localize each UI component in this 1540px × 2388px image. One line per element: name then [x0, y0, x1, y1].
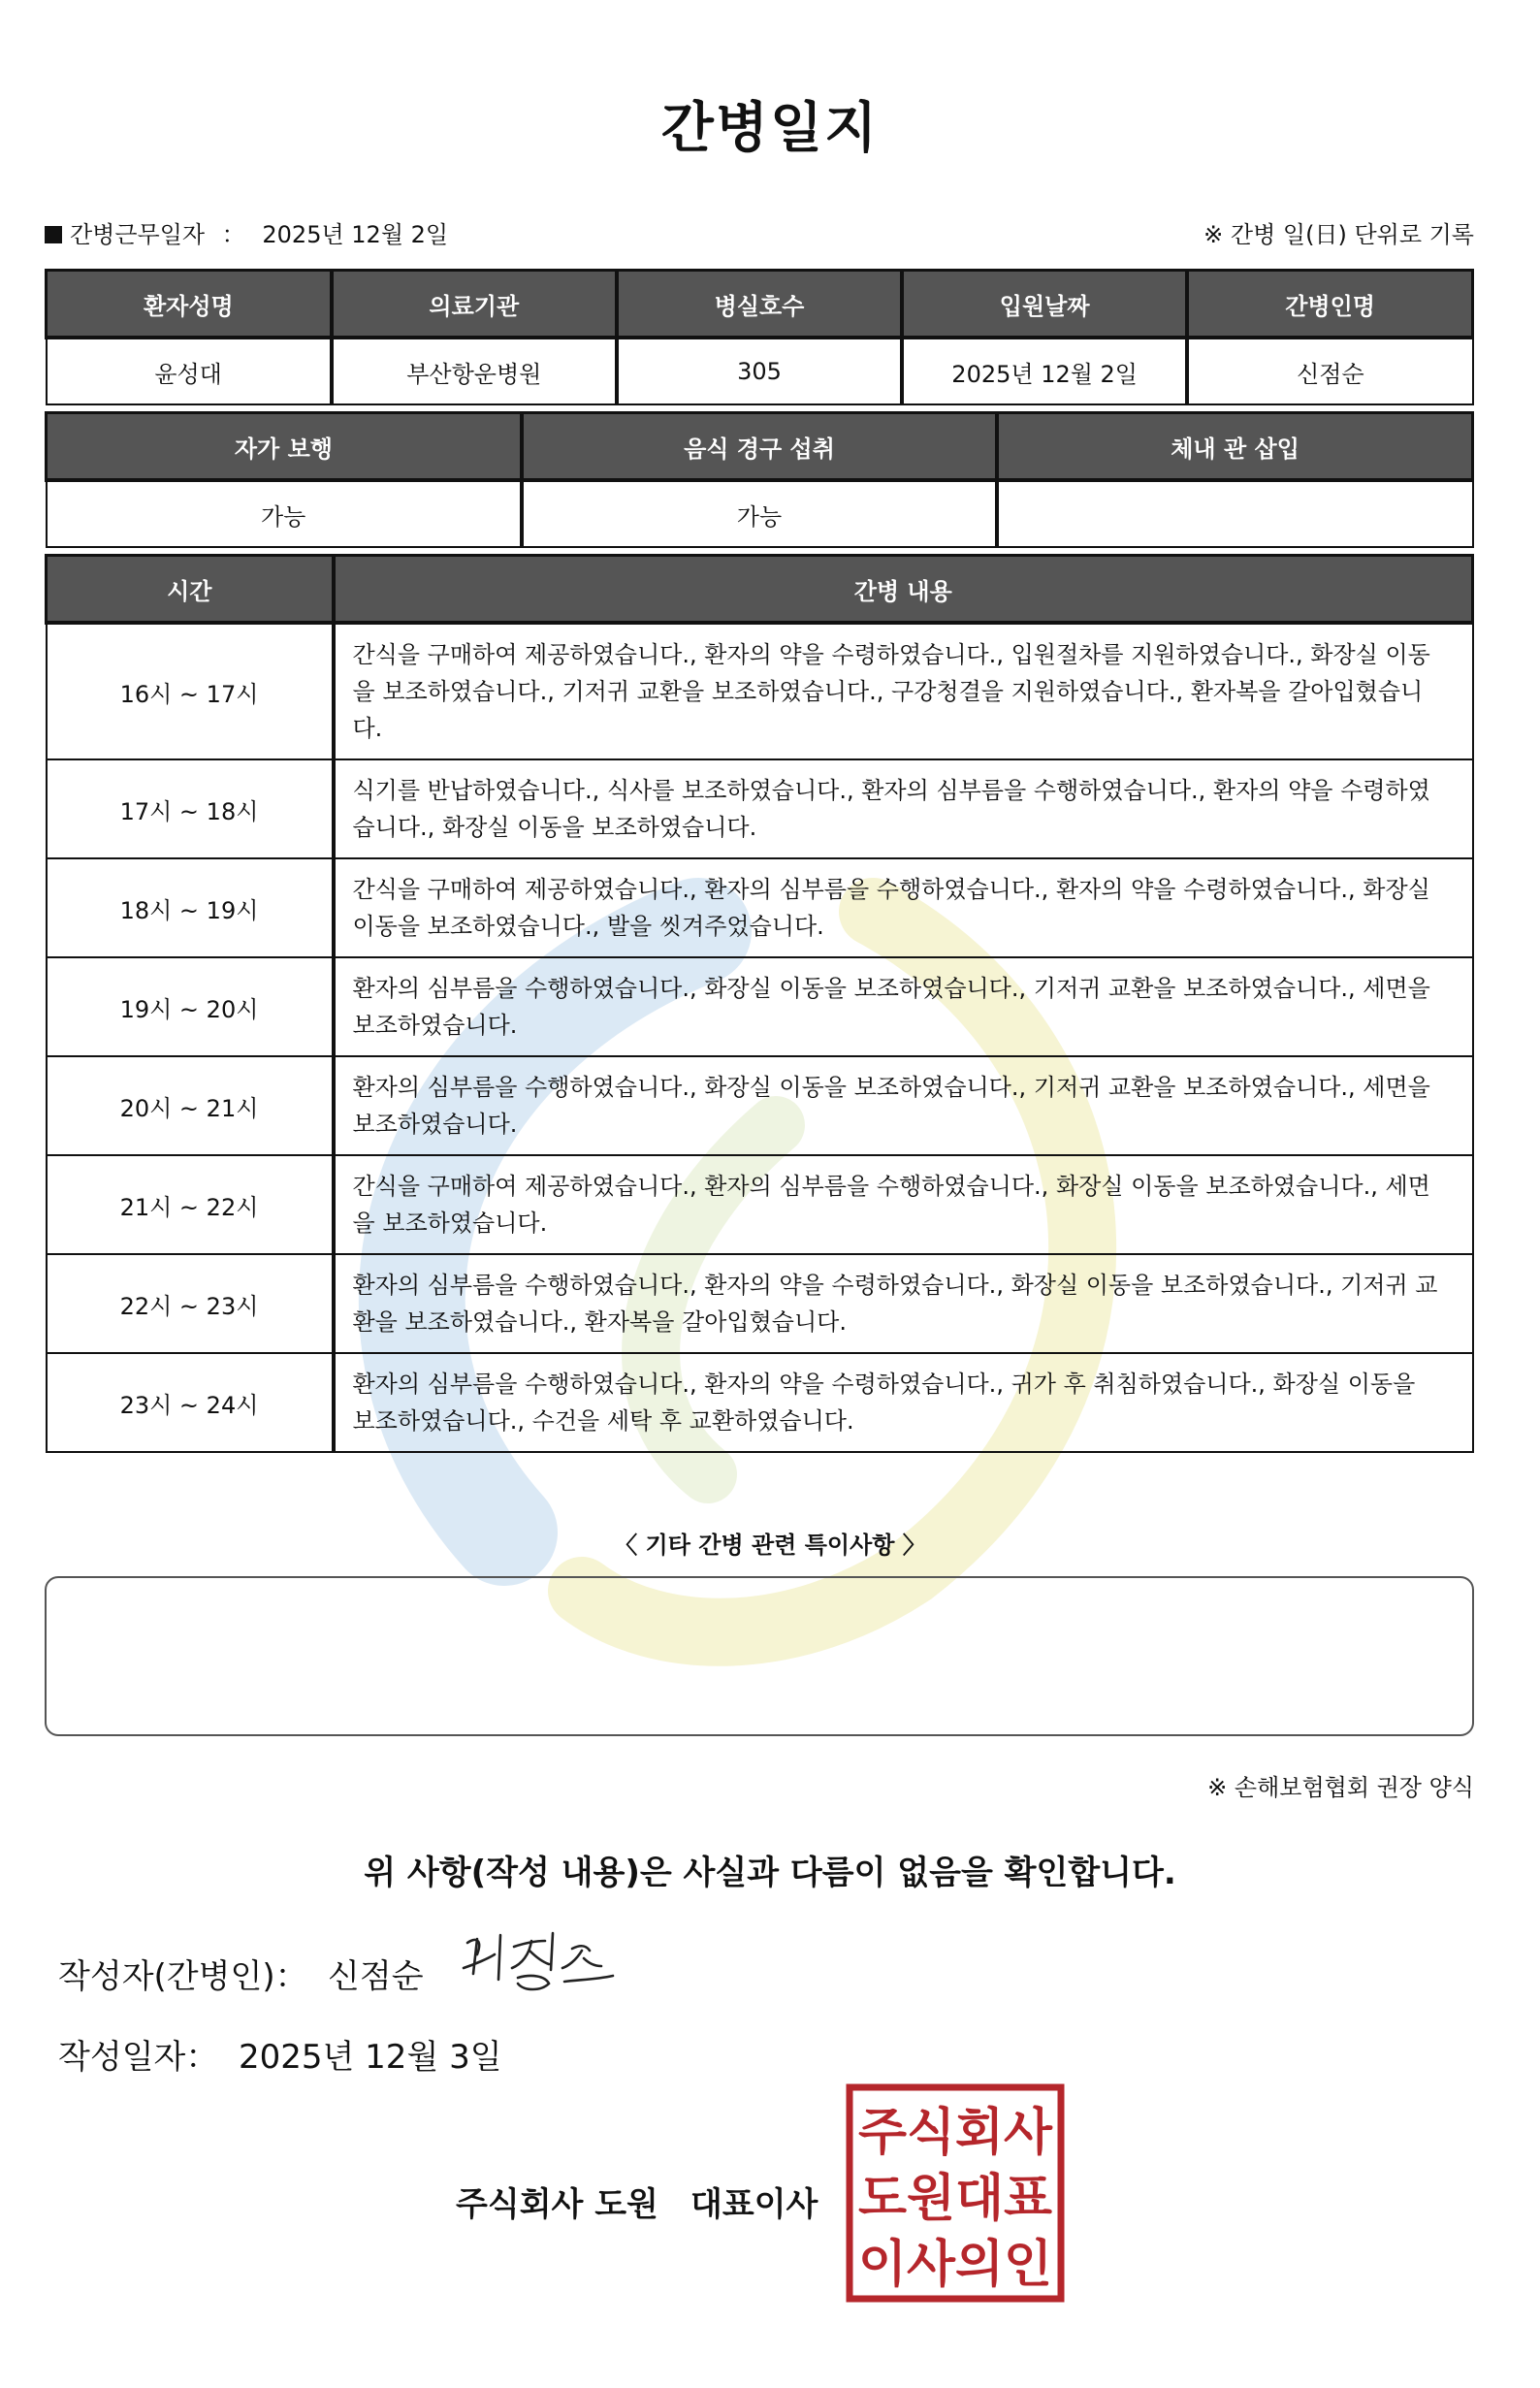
care-content-line: 환을 보조하였습니다., 환자복을 갈아입혔습니다.	[352, 1308, 847, 1336]
care-content-line: 환자의 심부름을 수행하였습니다., 화장실 이동을 보조하였습니다., 기저귀 교환을 보조하였습니다., 세면을	[352, 1074, 1430, 1101]
square-bullet-icon	[45, 226, 62, 243]
svg-text:주식회사: 주식회사	[858, 2104, 1053, 2162]
work-date-sep: ：	[221, 221, 245, 248]
care-row	[47, 1155, 1473, 1254]
walking-value: 가능	[47, 480, 522, 547]
care-time: 22시 ~ 23시	[47, 1254, 334, 1353]
svg-text:도원대표: 도원대표	[858, 2170, 1052, 2228]
unit-note: ※ 간병 일(日) 단위로 기록	[1203, 221, 1474, 248]
patient-info-table	[45, 269, 1474, 405]
care-time: 23시 ~ 24시	[47, 1353, 334, 1452]
author-name: 신점순	[328, 1957, 424, 1996]
other-notes-box[interactable]	[45, 1576, 1474, 1736]
care-content	[334, 957, 1473, 1056]
care-time: 16시 ~ 17시	[47, 623, 334, 759]
care-content-line: 환자의 심부름을 수행하였습니다., 환자의 약을 수령하였습니다., 화장실 이동을 보조하였습니다., 기저귀 교	[352, 1272, 1438, 1299]
care-content	[334, 858, 1473, 957]
header-patient-name: 환자성명	[47, 271, 332, 339]
work-date	[45, 215, 448, 249]
care-content-line: 을 보조하였습니다., 기저귀 교환을 보조하였습니다., 구강청결을 지원하였습니다., 환자복을 갈아입혔습니	[352, 678, 1424, 705]
oral-intake-value: 가능	[522, 480, 997, 547]
care-row	[47, 1056, 1473, 1155]
patient-status-table	[45, 411, 1474, 548]
care-content-line: 환자의 심부름을 수행하였습니다., 환자의 약을 수령하였습니다., 귀가 후 취침하였습니다., 화장실 이동을	[352, 1371, 1416, 1398]
header-tube: 체내 관 삽입	[997, 413, 1472, 481]
work-date-label: 간병근무일자	[70, 221, 206, 248]
care-time: 21시 ~ 22시	[47, 1155, 334, 1254]
header-oral-intake: 음식 경구 섭취	[522, 413, 997, 481]
recommend-note: ※ 손해보험협회 권장 양식	[1207, 1774, 1474, 1801]
care-log-table	[45, 554, 1474, 1453]
care-content-line: 다.	[352, 715, 383, 742]
signature-icon	[456, 1925, 621, 2003]
room-number: 305	[617, 338, 902, 404]
care-content	[334, 1254, 1473, 1353]
care-content-line: 간식을 구매하여 제공하였습니다., 환자의 약을 수령하였습니다., 입원절차를 지원하였습니다., 화장실 이동	[352, 641, 1430, 668]
care-time: 18시 ~ 19시	[47, 858, 334, 957]
header-time: 시간	[47, 556, 334, 624]
care-content-line: 보조하였습니다.	[352, 1111, 518, 1138]
care-row	[47, 623, 1473, 759]
care-row	[47, 759, 1473, 858]
tube-value	[997, 480, 1472, 547]
care-content	[334, 1056, 1473, 1155]
patient-name: 윤성대	[47, 338, 332, 404]
care-content-line: 식기를 반납하였습니다., 식사를 보조하였습니다., 환자의 심부름을 수행하였습니다., 환자의 약을 수령하였	[352, 777, 1430, 804]
care-content-line: 습니다., 화장실 이동을 보조하였습니다.	[352, 814, 757, 841]
company-name: 주식회사 도원	[456, 2185, 658, 2224]
care-time: 17시 ~ 18시	[47, 759, 334, 858]
care-time: 19시 ~ 20시	[47, 957, 334, 1056]
care-row	[47, 1254, 1473, 1353]
care-row	[47, 1353, 1473, 1452]
care-content-line: 환자의 심부름을 수행하였습니다., 화장실 이동을 보조하였습니다., 기저귀 교환을 보조하였습니다., 세면을	[352, 975, 1430, 1002]
confirm-statement: 위 사항(작성 내용)은 사실과 다름이 없음을 확인합니다.	[364, 1854, 1176, 1892]
header-admission-date: 입원날짜	[902, 271, 1187, 339]
care-content-line: 간식을 구매하여 제공하였습니다., 환자의 심부름을 수행하였습니다., 환자의 약을 수령하였습니다., 화장실	[352, 876, 1430, 903]
care-content-line: 보조하였습니다., 수건을 세탁 후 교환하였습니다.	[352, 1407, 854, 1435]
ceo-title: 대표이사	[690, 2185, 818, 2224]
care-content-line: 이동을 보조하였습니다., 발을 씻겨주었습니다.	[352, 913, 824, 940]
care-content-line: 을 보조하였습니다.	[352, 1210, 548, 1237]
hospital: 부산항운병원	[332, 338, 617, 404]
page-title: 간병일지	[660, 97, 880, 160]
header-room: 병실호수	[617, 271, 902, 339]
care-content	[334, 759, 1473, 858]
write-date-label: 작성일자：	[58, 2038, 219, 2077]
write-date-value: 2025년 12월 3일	[239, 2038, 502, 2077]
care-time: 20시 ~ 21시	[47, 1056, 334, 1155]
care-content-line: 보조하였습니다.	[352, 1012, 518, 1039]
other-notes-label: 〈 기타 간병 관련 특이사항 〉	[614, 1532, 926, 1559]
caregiver-name: 신점순	[1187, 338, 1472, 404]
svg-text:이사의인: 이사의인	[858, 2236, 1052, 2294]
care-row	[47, 858, 1473, 957]
care-content	[334, 1353, 1473, 1452]
company-seal-icon	[846, 2083, 1065, 2303]
admission-date: 2025년 12월 2일	[902, 338, 1187, 404]
header-caregiver: 간병인명	[1187, 271, 1472, 339]
work-date-value: 2025년 12월 2일	[262, 221, 449, 248]
care-content-line: 간식을 구매하여 제공하였습니다., 환자의 심부름을 수행하였습니다., 화장실 이동을 보조하였습니다., 세면	[352, 1173, 1430, 1200]
care-rows	[47, 623, 1473, 1452]
care-content	[334, 1155, 1473, 1254]
header-hospital: 의료기관	[332, 271, 617, 339]
care-content	[334, 623, 1473, 759]
care-row	[47, 957, 1473, 1056]
header-walking: 자가 보행	[47, 413, 522, 481]
header-care-content: 간병 내용	[334, 556, 1473, 624]
author-label: 작성자(간병인)：	[58, 1957, 308, 1996]
